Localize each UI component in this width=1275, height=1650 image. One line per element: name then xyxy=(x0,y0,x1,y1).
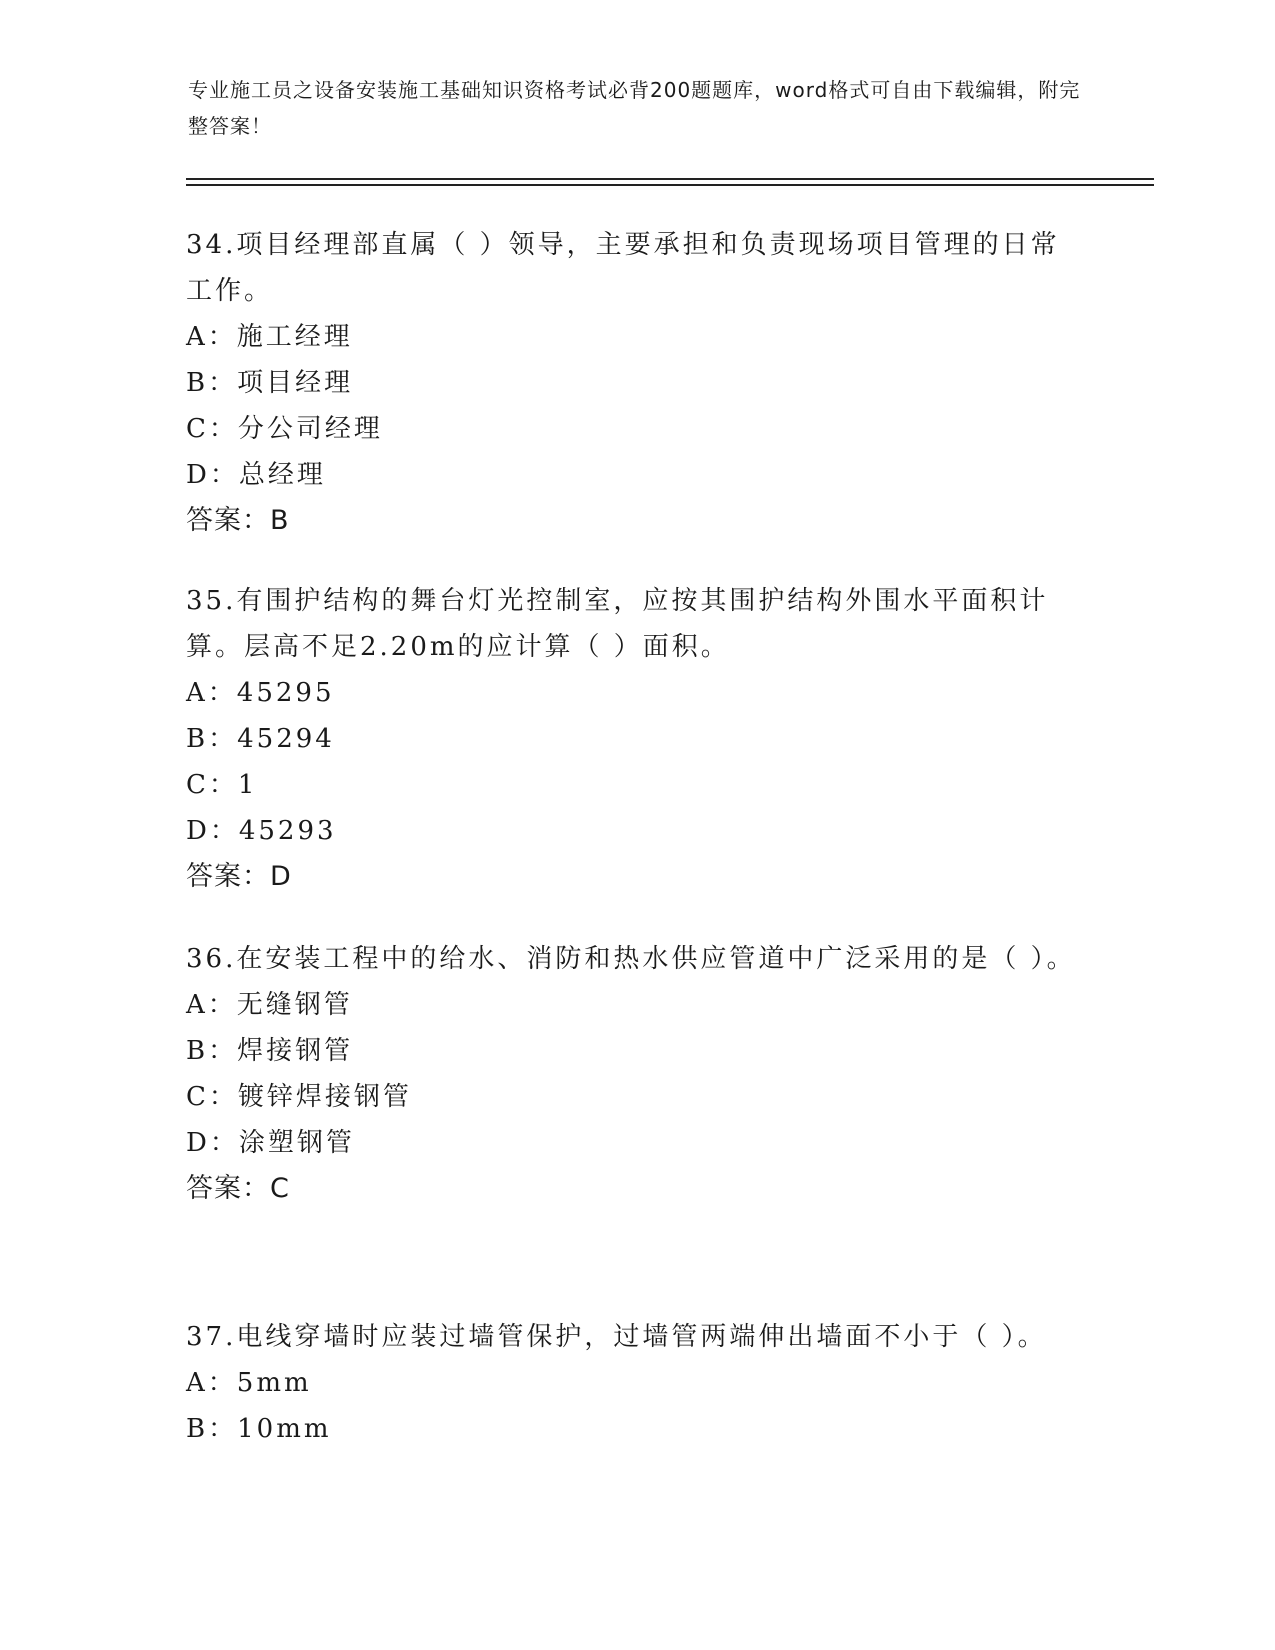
question-35 xyxy=(186,578,1086,900)
option-b: B：45294 xyxy=(186,724,335,754)
question-37 xyxy=(186,1314,1086,1452)
answer: 答案：D xyxy=(186,861,292,892)
option-a: A：施工经理 xyxy=(186,322,353,352)
option-c: C：1 xyxy=(186,770,258,800)
answer: 答案：C xyxy=(186,1173,290,1204)
option-b: B：项目经理 xyxy=(186,368,354,398)
option-b: B：焊接钢管 xyxy=(186,1036,354,1066)
option-a: A：45295 xyxy=(186,678,335,708)
header-divider-top xyxy=(186,178,1154,180)
header-divider-bottom xyxy=(186,184,1154,186)
question-stem: 34.项目经理部直属（ ）领导，主要承担和负责现场项目管理的日常工作。 xyxy=(186,230,1060,306)
option-d: D：45293 xyxy=(186,816,337,846)
answer: 答案：B xyxy=(186,505,290,536)
option-b: B：10mm xyxy=(186,1414,332,1444)
question-36 xyxy=(186,936,1086,1212)
option-c: C：镀锌焊接钢管 xyxy=(186,1082,412,1112)
option-a: A：无缝钢管 xyxy=(186,990,353,1020)
option-a: A：5mm xyxy=(186,1368,312,1398)
question-stem: 37.电线穿墙时应装过墙管保护，过墙管两端伸出墙面不小于（ ）。 xyxy=(186,1322,1047,1352)
option-d: D：涂塑钢管 xyxy=(186,1128,355,1158)
question-stem: 35.有围护结构的舞台灯光控制室，应按其围护结构外围水平面积计算。层高不足2.20m的应计算（ ）面积。 xyxy=(186,586,1049,662)
question-34 xyxy=(186,222,1086,544)
option-c: C：分公司经理 xyxy=(186,414,383,444)
question-stem: 36.在安装工程中的给水、消防和热水供应管道中广泛采用的是（ ）。 xyxy=(186,944,1076,974)
document-header: 专业施工员之设备安装施工基础知识资格考试必背200题题库，word格式可自由下载编辑，附完整答案！ xyxy=(188,78,1081,138)
option-d: D：总经理 xyxy=(186,460,326,490)
